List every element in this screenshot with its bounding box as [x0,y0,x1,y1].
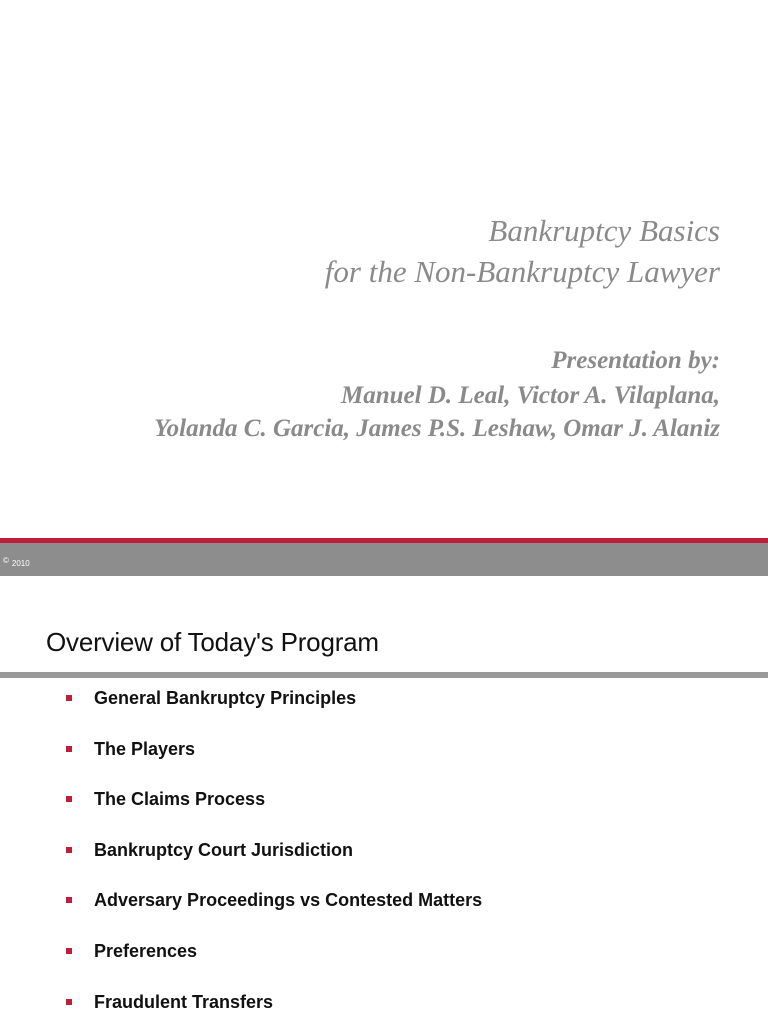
list-item-label: Adversary Proceedings vs Contested Matters [94,890,483,911]
square-bullet-icon [66,897,72,903]
list-item-label: General Bankruptcy Principles [94,688,357,708]
title-line: for the Non-Bankruptcy Lawyer [324,254,720,289]
footer-grey-bar [0,543,768,576]
list-item-label: Preferences [94,940,198,961]
list-item-label: Fraudulent Transfers [94,991,274,1012]
list-item-label: Bankruptcy Court Jurisdiction [94,839,354,860]
presenters-block [154,344,720,445]
copyright-notice [3,556,30,569]
title-divider [0,672,768,678]
list-item-label: The Claims Process [94,789,266,810]
overview-slide [0,576,768,1024]
slide-footer [0,538,768,576]
presenter-line: Yolanda C. Garcia, James P.S. Leshaw, Omar J. Alaniz [154,415,720,442]
presentation-by-label: Presentation by: [551,347,720,374]
slide-title: Overview of Today's Program [46,627,379,657]
square-bullet-icon [66,695,72,701]
copyright-symbol: © [3,556,9,565]
presenter-line: Manuel D. Leal, Victor A. Vilaplana, [341,382,720,409]
title-line: Bankruptcy Basics [488,213,720,248]
square-bullet-icon [66,999,72,1005]
square-bullet-icon [66,796,72,802]
square-bullet-icon [66,948,72,954]
copyright-year: 2010 [11,559,30,568]
list-item-label: The Players [94,738,196,759]
presentation-title [325,210,720,292]
square-bullet-icon [66,746,72,752]
square-bullet-icon [66,847,72,853]
